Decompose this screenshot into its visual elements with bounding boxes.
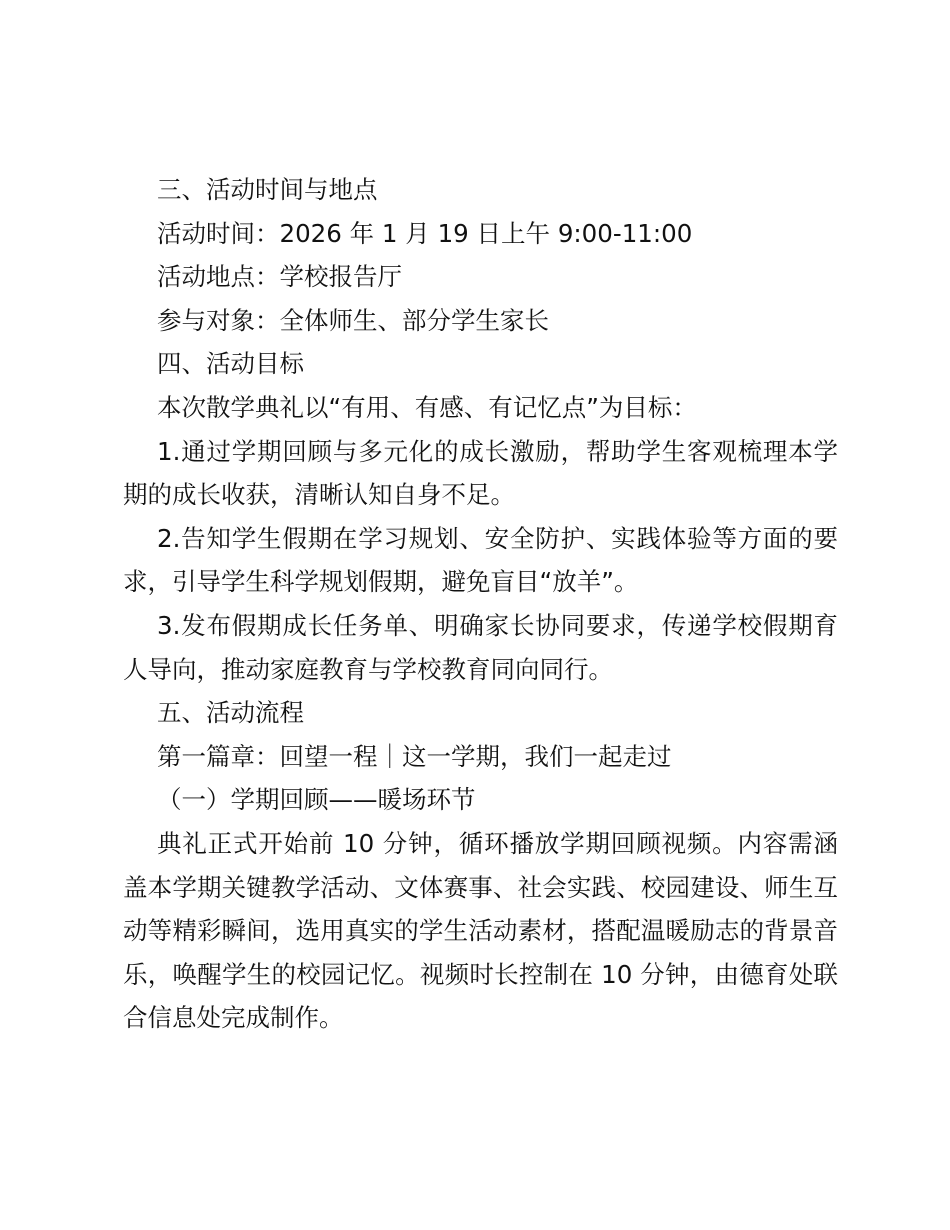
section-heading-time-place: 三、活动时间与地点 bbox=[157, 175, 378, 204]
goal-item-2: 2.告知学生假期在学习规划、安全防护、实践体验等方面的要求，引导学生科学规划假期，避免盲目“放羊”。 bbox=[123, 523, 838, 597]
goal-item-3: 3.发布假期成长任务单、明确家长协同要求，传递学校假期育人导向，推动家庭教育与学校教育同向同行。 bbox=[123, 610, 838, 684]
activity-time: 活动时间：2026 年 1 月 19 日上午 9:00-11:00 bbox=[157, 218, 693, 248]
section-heading-process: 五、活动流程 bbox=[157, 698, 304, 728]
goals-intro: 本次散学典礼以“有用、有感、有记忆点”为目标： bbox=[157, 392, 697, 422]
goal-item-1: 1.通过学期回顾与多元化的成长激励，帮助学生客观梳理本学期的成长收获，清晰认知自身不足。 bbox=[123, 436, 838, 510]
chapter-one-heading: 第一篇章：回望一程｜这一学期，我们一起走过 bbox=[157, 741, 672, 771]
section-heading-goals: 四、活动目标 bbox=[157, 349, 304, 379]
review-paragraph: 典礼正式开始前 10 分钟，循环播放学期回顾视频。内容需涵盖本学期关键教学活动、文体赛事、社会实践、校园建设、师生互动等精彩瞬间，选用真实的学生活动素材，搭配温暖励志的背景音乐，唤醒学生的校园记忆。视频时长控制在 10 分钟，由德育处联合信息处完成制作。 bbox=[123, 828, 838, 1033]
subsection-review-heading: （一）学期回顾——暖场环节 bbox=[157, 785, 476, 815]
activity-location: 活动地点：学校报告厅 bbox=[157, 262, 402, 292]
document-body bbox=[123, 168, 838, 1040]
participants: 参与对象：全体师生、部分学生家长 bbox=[157, 305, 549, 335]
